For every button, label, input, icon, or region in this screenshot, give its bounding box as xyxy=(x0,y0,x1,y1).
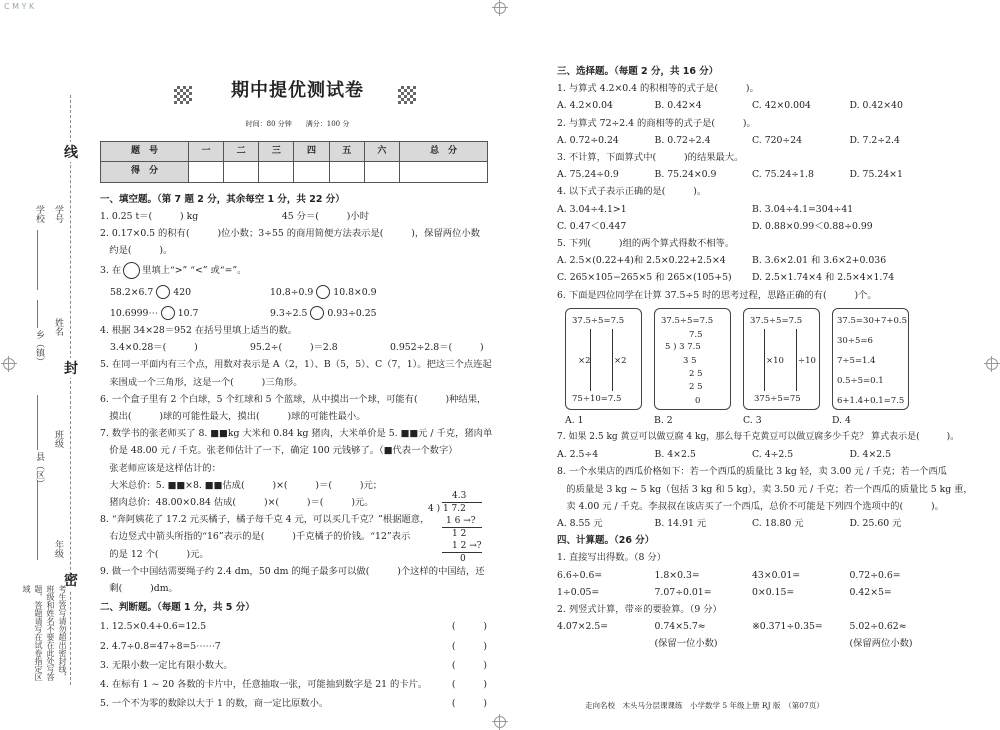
division-remainder: 0 xyxy=(460,554,466,564)
question-7-pork: 猪肉总价：48.00×0.84 估成( )×( )＝( )元。 xyxy=(100,497,374,509)
answer-paren[interactable]: ( ) xyxy=(451,621,487,633)
calc-item: 0×0.15= xyxy=(752,586,795,598)
calc-2-row xyxy=(557,618,947,635)
answer-paren[interactable]: ( ) xyxy=(451,640,487,652)
calc-item: 1÷0.05= xyxy=(557,586,600,598)
option[interactable]: A. 3.04÷4.1>1 xyxy=(557,203,627,215)
question-4b: 95.2÷( )＝2.8 xyxy=(250,342,338,354)
option[interactable]: D. 75.24×1 xyxy=(849,169,903,181)
division-step: 1 6 xyxy=(446,516,461,526)
option[interactable]: B. 3.04÷4.1=304÷41 xyxy=(752,203,854,215)
question-2: 2. 0.17×0.5 的积有( )位小数；3÷55 的商用简便方法表示是( )，保留两位小数 xyxy=(100,228,480,240)
label-class: 班级 xyxy=(53,430,63,448)
page-title: 期中提优测试卷 xyxy=(231,80,364,101)
page-footer: 走向名校 木头马分层课课练 小学数学 5 年级上册 RJ 版 （第07页） xyxy=(585,701,824,710)
score-cell[interactable] xyxy=(329,162,364,182)
choice-3: 3. 不计算，下面算式中( )的结果最大。 xyxy=(557,152,744,164)
option[interactable]: B. 4×2.5 xyxy=(654,449,696,461)
box-text: ×2 xyxy=(578,355,591,366)
compare-circle[interactable] xyxy=(310,306,324,320)
option[interactable]: B. 0.42×4 xyxy=(654,100,702,112)
score-header: 一 xyxy=(188,142,223,162)
choice-1: 1. 与算式 4.2×0.4 的积相等的式子是( )。 xyxy=(557,83,759,95)
choice-5-options-2 xyxy=(557,269,947,286)
question-7: 7. 数学书的张老师买了 8. ■■kg 大米和 0.84 kg 猪肉，大米单价是 5. ■■元 / 千克，猪肉单 xyxy=(100,428,493,440)
option[interactable]: C. 3 xyxy=(743,414,762,426)
box-text: 7÷5=1.4 xyxy=(837,355,876,366)
option[interactable]: A. 1 xyxy=(565,414,584,426)
choice-8-options xyxy=(557,515,947,532)
score-cell[interactable] xyxy=(294,162,329,182)
choice-4: 4. 以下式子表示正确的是( )。 xyxy=(557,186,707,198)
choice-4-options-2 xyxy=(557,218,947,235)
calc-item: 43×0.01= xyxy=(752,569,801,581)
calc-1-row-1 xyxy=(557,567,947,584)
choice-6-options xyxy=(565,412,947,429)
question-7-cont: 价是 48.00 元 / 千克。张老师估计了一下，确定 100 元钱够了。（■代表一个数字） xyxy=(100,445,458,457)
calc-note: (保留一位小数) xyxy=(654,638,718,650)
box-text: 37.5=30+7+0.5 xyxy=(837,315,908,326)
score-cell[interactable] xyxy=(259,162,294,182)
choice-8-cont: 的质量是 3 kg ~ 5 kg（包括 3 kg 和 5 kg），卖 3.50 元 / 千克；若一个西瓜的质量比 5 kg 重， xyxy=(557,483,973,495)
choice-2: 2. 与算式 72÷2.4 的商相等的式子是( )。 xyxy=(557,117,756,129)
compare-left: 9.3÷2.5 xyxy=(270,307,308,319)
calc-1: 1. 直接写出得数。（8 分） xyxy=(557,552,667,564)
compare-circle[interactable] xyxy=(123,262,140,279)
division-setup: 4 ) 1 7.2 xyxy=(428,504,466,514)
question-4: 4. 根据 34×28＝952 在括号里填上适当的数。 xyxy=(100,325,298,337)
section-judge: 二、判断题。（每题 1 分，共 5 分） xyxy=(100,602,255,614)
section-choice: 三、选择题。（每题 2 分，共 16 分） xyxy=(557,66,719,77)
registration-mark-right xyxy=(986,358,998,370)
calc-note xyxy=(557,635,655,652)
judge-4: 4. 在标有 1 ~ 20 各数的卡片中，任意抽取一张，可能抽到数字是 21 的卡片。 xyxy=(100,679,428,691)
calc-note xyxy=(752,635,850,652)
option[interactable]: D. 0.88×0.99＜0.88÷0.99 xyxy=(752,220,873,232)
calc-2-notes xyxy=(557,635,947,652)
score-header: 四 xyxy=(294,142,329,162)
label-student-id: 学号 xyxy=(53,205,63,223)
title-ornament-right xyxy=(398,86,416,104)
option[interactable]: C. 0.4̇7̇＜0.44̇7̇ xyxy=(557,220,627,232)
binding-mi: 密 xyxy=(64,570,78,590)
arrow-icon: →? xyxy=(463,516,476,526)
binding-notice: 考生答写请勿超出密封线，班级和姓名不要在此处写答题，答题请写在试卷指定区域 xyxy=(22,585,67,681)
division-step: 1 2 xyxy=(452,529,467,539)
calc-item: 0.42×5= xyxy=(849,586,892,598)
box-text: 75÷10=7.5 xyxy=(572,393,622,404)
question-7-rice: 大米总价：5. ■■×8. ■■估成( )×( )＝( )元； xyxy=(100,479,383,491)
box-text: 37.5÷5=7.5 xyxy=(572,315,625,326)
process-box-c xyxy=(743,308,820,410)
calc-item: 0.72÷0.6= xyxy=(849,569,901,581)
option[interactable]: B. 3.6×2.01 和 3.6×2+0.036 xyxy=(752,255,887,267)
score-header: 题 号 xyxy=(101,142,189,162)
calc-item: 7.07÷0.01= xyxy=(654,586,712,598)
box-text: ×2 xyxy=(614,355,627,366)
question-9: 9. 做一个中国结需要绳子约 2.4 dm，50 dm 的绳子最多可以做( )个这样的中国结，还 xyxy=(100,565,485,577)
choice-8: 8. 一个水果店的西瓜价格如下：若一个西瓜的质量比 3 kg 轻，卖 3.00 元 / 千克；若一个西瓜 xyxy=(557,466,947,478)
cmyk-mark: C M Y K xyxy=(4,2,35,11)
option[interactable]: D. 0.42×40 xyxy=(849,100,903,112)
box-text: 2 5 xyxy=(689,381,703,392)
division-step: 1 2 xyxy=(452,541,467,551)
choice-7: 7. 如果 2.5 kg 黄豆可以做豆腐 4 kg，那么每千克黄豆可以做豆腐多少千克？ 算式表示是( )。 xyxy=(557,432,960,443)
binding-feng: 封 xyxy=(64,358,78,378)
compare-circle[interactable] xyxy=(156,285,170,299)
option[interactable]: A. 2.5÷4 xyxy=(557,449,599,461)
calc-1-row-2 xyxy=(557,584,947,601)
question-8-cont: 的是 12 个( )元。 xyxy=(100,548,209,560)
binding-line xyxy=(70,95,72,685)
calc-item: 1.8×0.3= xyxy=(654,569,700,581)
calc-item: ※0.371÷0.35= xyxy=(752,621,823,633)
option[interactable]: C. 4÷2.5 xyxy=(752,449,794,461)
box-text: 5 ) 3 7.5 xyxy=(665,341,701,352)
question-2-cont: 约是( )。 xyxy=(100,245,173,257)
calc-2: 2. 列竖式计算，带※的要验算。（9 分） xyxy=(557,604,722,616)
box-text: 0.5÷5=0.1 xyxy=(837,375,884,386)
answer-paren[interactable]: ( ) xyxy=(451,679,487,691)
question-5: 5. 在同一平面内有三个点，用数对表示是 A（2，1）、B（5，5）、C（7，1）。把这三个点连起 xyxy=(100,359,492,371)
calc-note: (保留两位小数) xyxy=(849,638,913,650)
judge-3: 3. 无限小数一定比有限小数大。 xyxy=(100,659,233,671)
option[interactable]: C. 265×105−265×5 和 265×(105+5) xyxy=(557,272,732,284)
option[interactable]: C. 42×0.004 xyxy=(752,100,811,112)
question-8: 8. “奔阿姨花了 17.2 元买橘子，橘子每千克 4 元，可以买几千克？”根据题意， xyxy=(100,514,430,526)
choice-3-options xyxy=(557,166,947,183)
question-7-cont: 张老师应该是这样估计的： xyxy=(100,462,221,474)
question-3-text: 里填上“>” “<” 或“=”。 xyxy=(142,265,247,277)
page-subtitle: 时间：80 分钟 满分：100 分 xyxy=(245,120,350,128)
box-text: 2 5 xyxy=(689,368,703,379)
option[interactable]: C. 75.24÷1.8 xyxy=(752,169,814,181)
label-town: 乡（镇） xyxy=(34,330,44,366)
label-county: 县（区） xyxy=(34,452,44,488)
score-row-label: 得 分 xyxy=(101,162,189,182)
choice-6: 6. 下面是四位同学在计算 37.5÷5 时的思考过程，思路正确的有( )个。 xyxy=(557,289,877,301)
compare-left: 10.8÷0.9 xyxy=(270,286,314,298)
question-8-cont: 右边竖式中箭头所指的“16”表示的是( )千克橘子的价钱。“12”表示 xyxy=(100,531,411,543)
process-box-a xyxy=(565,308,642,410)
score-header: 二 xyxy=(224,142,259,162)
question-9-cont: 剩( )dm。 xyxy=(100,583,178,595)
score-cell[interactable] xyxy=(224,162,259,182)
box-text: ÷10 xyxy=(798,355,816,366)
question-4a: 3.4×0.28＝( ) xyxy=(110,342,198,354)
question-6: 6. 一个盒子里有 2 个白球，5 个红球和 5 个蓝球，从中摸出一个球，可能有( )种结果， xyxy=(100,393,487,405)
box-text: ×10 xyxy=(766,355,784,366)
left-column xyxy=(100,80,495,713)
division-quotient: 4.3 xyxy=(452,491,467,501)
judge-1: 1. 12.5×0.4+0.6=12.5 xyxy=(100,621,207,633)
option[interactable]: A. 4.2×0.04 xyxy=(557,100,613,112)
registration-mark-top xyxy=(494,2,506,14)
process-box-b xyxy=(654,308,731,410)
score-header: 五 xyxy=(329,142,364,162)
calc-item: 5.02÷0.62≈ xyxy=(849,621,907,633)
calc-item: 6.6÷0.6= xyxy=(557,569,603,581)
box-text: 0 xyxy=(695,395,701,406)
option[interactable]: B. 2 xyxy=(654,414,673,426)
box-text: 30÷5=6 xyxy=(837,335,873,346)
box-text: 3 5 xyxy=(683,355,697,366)
choice-5-options-1 xyxy=(557,252,947,269)
box-text: 375÷5=75 xyxy=(754,393,801,404)
section-fill-in: 一、填空题。（第 7 题 2 分，其余每空 1 分，共 22 分） xyxy=(100,193,345,205)
right-column xyxy=(557,63,973,653)
judge-2: 2. 4.7÷0.8=47÷8=5⋯⋯7 xyxy=(100,640,221,652)
score-table xyxy=(100,141,488,182)
option[interactable]: C. 18.80 元 xyxy=(752,518,804,530)
score-cell[interactable] xyxy=(400,162,488,182)
box-text: 37.5÷5=7.5 xyxy=(750,315,803,326)
registration-mark-left xyxy=(3,358,15,370)
binding-xian: 线 xyxy=(64,142,78,162)
box-text: 37.5÷5=7.5 xyxy=(661,315,714,326)
choice-7-options xyxy=(557,446,947,463)
option[interactable]: A. 0.72÷0.24 xyxy=(557,134,619,146)
choice-2-options xyxy=(557,132,947,149)
option[interactable]: D. 2.5×1.74×4 和 2.5×4×1.74 xyxy=(752,272,895,284)
score-cell[interactable] xyxy=(364,162,399,182)
score-header: 六 xyxy=(364,142,399,162)
score-cell[interactable] xyxy=(188,162,223,182)
score-header: 三 xyxy=(259,142,294,162)
section-calculation: 四、计算题。（26 分） xyxy=(557,535,655,547)
registration-mark-bottom xyxy=(494,716,506,728)
question-3: 3. 在 xyxy=(100,265,122,277)
question-6-cont: 摸出( )球的可能性最大，摸出( )球的可能性最小。 xyxy=(100,411,366,423)
option[interactable]: C. 720÷24 xyxy=(752,134,803,146)
option[interactable]: D. 7.2÷2.4 xyxy=(849,134,900,146)
title-ornament-left xyxy=(174,86,192,104)
thinking-process-boxes xyxy=(565,308,947,410)
option[interactable]: A. 2.5×(0.22+4)和 2.5×0.22+2.5×4 xyxy=(557,255,726,267)
option[interactable]: D. 25.60 元 xyxy=(849,518,902,530)
answer-paren[interactable]: ( ) xyxy=(451,659,487,671)
compare-right: 10.7 xyxy=(177,307,199,319)
compare-circle[interactable] xyxy=(161,306,175,320)
option[interactable]: D. 4 xyxy=(832,414,851,426)
label-name: 姓名 xyxy=(53,318,63,336)
judge-5: 5. 一个不为零的数除以大于 1 的数，商一定比原数小。 xyxy=(100,698,329,710)
calc-item: 4.07×2.5= xyxy=(557,621,609,633)
question-5-cont: 来围成一个三角形，这是一个( )三角形。 xyxy=(100,376,303,388)
choice-8-cont: 卖 4.00 元 / 千克。李叔叔在该店买了一个西瓜，总价不可能是下列四个选项中的( )。 xyxy=(557,500,944,512)
box-text: 7.5 xyxy=(689,329,703,340)
choice-1-options xyxy=(557,97,947,114)
option[interactable]: D. 4×2.5 xyxy=(849,449,892,461)
compare-left: 10.6999⋯ xyxy=(110,307,158,319)
question-4c: 0.952÷2.8＝( ) xyxy=(390,342,484,354)
label-school: 学校 xyxy=(34,205,44,223)
option[interactable]: B. 14.91 元 xyxy=(654,518,707,530)
choice-4-options-1 xyxy=(557,201,947,218)
option[interactable]: B. 0.72÷2.4 xyxy=(654,134,711,146)
option[interactable]: A. 75.24÷0.9 xyxy=(557,169,619,181)
label-grade: 年级 xyxy=(53,540,63,558)
box-text: 6+1.4+0.1=7.5 xyxy=(837,395,905,406)
compare-left: 58.2×6.7 xyxy=(110,286,154,298)
arrow-icon: →? xyxy=(469,541,482,551)
compare-right: 0.93÷0.25 xyxy=(327,307,377,319)
compare-right: 420 xyxy=(173,286,192,298)
option[interactable]: B. 75.24×0.9 xyxy=(654,169,717,181)
calc-item: 0.74×5.7≈ xyxy=(654,621,706,633)
answer-paren[interactable]: ( ) xyxy=(451,698,487,710)
process-box-d xyxy=(832,308,909,410)
option[interactable]: A. 8.55 元 xyxy=(557,518,603,530)
question-1: 1. 0.25 t＝( ) kg 45 分＝( )小时 xyxy=(100,210,369,222)
compare-circle[interactable] xyxy=(316,285,330,299)
compare-right: 10.8×0.9 xyxy=(333,286,377,298)
choice-5: 5. 下列( )组的两个算式得数不相等。 xyxy=(557,238,735,250)
long-division xyxy=(428,490,482,565)
score-header: 总 分 xyxy=(400,142,488,162)
